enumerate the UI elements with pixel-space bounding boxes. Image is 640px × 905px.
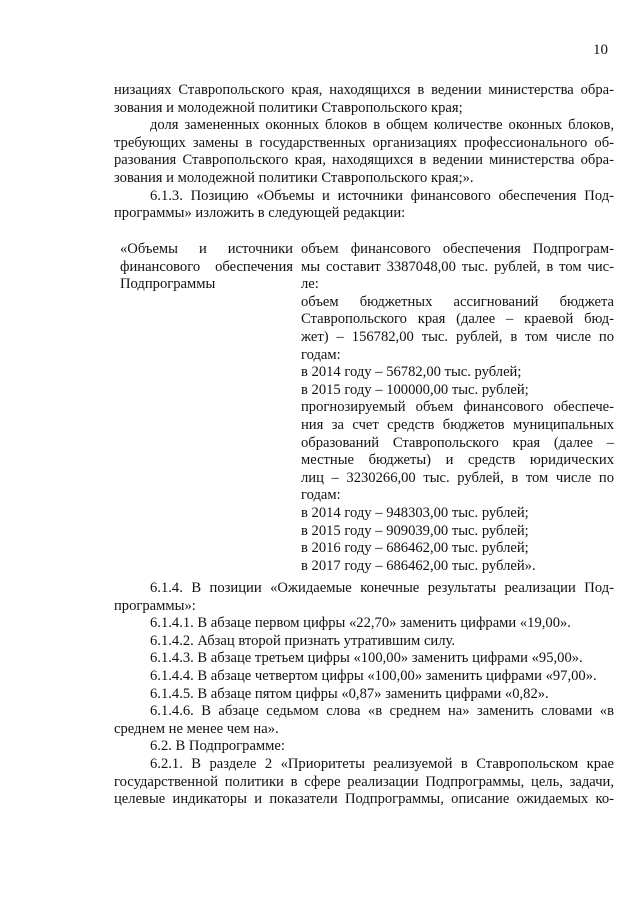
text-line: зования и молодежной политики Ставропольского края; [114,99,463,116]
table-left-cell [120,241,293,294]
text-line: объем финансового обеспечения Подпрограм- [301,241,614,257]
table-right-cell [301,241,614,575]
text-line: годам: [301,346,341,363]
text-line: 6.2.1. В разделе 2 «Приоритеты реализуемой в Ставропольском крае [150,755,614,772]
text-line: 6.1.4.1. В абзаце первом цифры «22,70» заменить цифрами «19,00». [150,615,571,632]
text-line: в 2016 году – 686462,00 тыс. рублей; [301,540,529,557]
text-line: ния за счет средств бюджетов муниципальных [301,416,614,433]
text-line: образований Ставропольского края (далее – [301,434,614,451]
text-line: 6.1.3. Позицию «Объемы и источники финансового обеспечения Под- [150,187,614,204]
text-line: прогнозируемый объем финансового обеспече- [301,399,614,416]
text-line: в 2014 году – 56782,00 тыс. рублей; [301,364,522,381]
text-line: Ставропольского края (далее – краевой бюд- [301,311,614,328]
text-line: низациях Ставропольского края, находящихся в ведении министерства обра- [114,82,614,98]
text-line: программы»: [114,597,196,614]
amendments-text-block [114,580,614,809]
text-line: разования Ставропольского края, находящихся в ведении министерства обра- [114,152,614,169]
text-line: в 2015 году – 909039,00 тыс. рублей; [301,522,529,539]
text-line: 6.2. В Подпрограмме: [150,738,285,755]
text-line: 6.1.4.5. В абзаце пятом цифры «0,87» заменить цифрами «0,82». [150,685,549,702]
text-line: доля замененных оконных блоков в общем количестве оконных блоков, [150,117,614,134]
text-line: 6.1.4.2. Абзац второй признать утратившим силу. [150,632,455,649]
text-line: в 2014 году – 948303,00 тыс. рублей; [301,504,529,521]
text-line: мы составит 3387048,00 тыс. рублей, в том чис- [301,258,614,275]
text-line: ле: [301,276,319,293]
text-line: объем бюджетных ассигнований бюджета [301,293,614,310]
text-line: среднем не менее чем на». [114,720,279,737]
text-line: годам: [301,487,341,504]
text-line: 6.1.4.6. В абзаце седьмом слова «в среднем на» заменить словами «в [150,703,614,720]
text-line: в 2015 году – 100000,00 тыс. рублей; [301,381,529,398]
text-line: финансового обеспечения [120,258,293,275]
text-line: Подпрограммы [120,276,216,293]
text-line: 6.1.4.4. В абзаце четвертом цифры «100,00» заменить цифрами «97,00». [150,667,597,684]
text-line: в 2017 году – 686462,00 тыс. рублей». [301,557,536,574]
text-line: программы» изложить в следующей редакции: [114,205,406,222]
text-line: зования и молодежной политики Ставропольского края;». [114,169,474,186]
intro-text-block [114,82,614,223]
text-line: требующих замены в государственных организациях профессионального об- [114,134,614,151]
text-line: 6.1.4. В позиции «Ожидаемые конечные результаты реализации Под- [150,580,614,596]
text-line: целевые индикаторы и показатели Подпрограммы, описание ожидаемых ко- [114,791,614,808]
text-line: жет) – 156782,00 тыс. рублей, в том числе по [301,328,614,345]
text-line: местные бюджеты) и средств юридических [301,452,614,469]
text-line: «Объемы и источники [120,241,293,257]
text-line: 6.1.4.3. В абзаце третьем цифры «100,00» заменить цифрами «95,00». [150,650,583,667]
text-line: лиц – 3230266,00 тыс. рублей, в том числе по [301,469,614,486]
page-number: 10 [593,42,608,58]
text-line: государственной политики в сфере реализации Подпрограммы, цель, задачи, [114,773,614,790]
